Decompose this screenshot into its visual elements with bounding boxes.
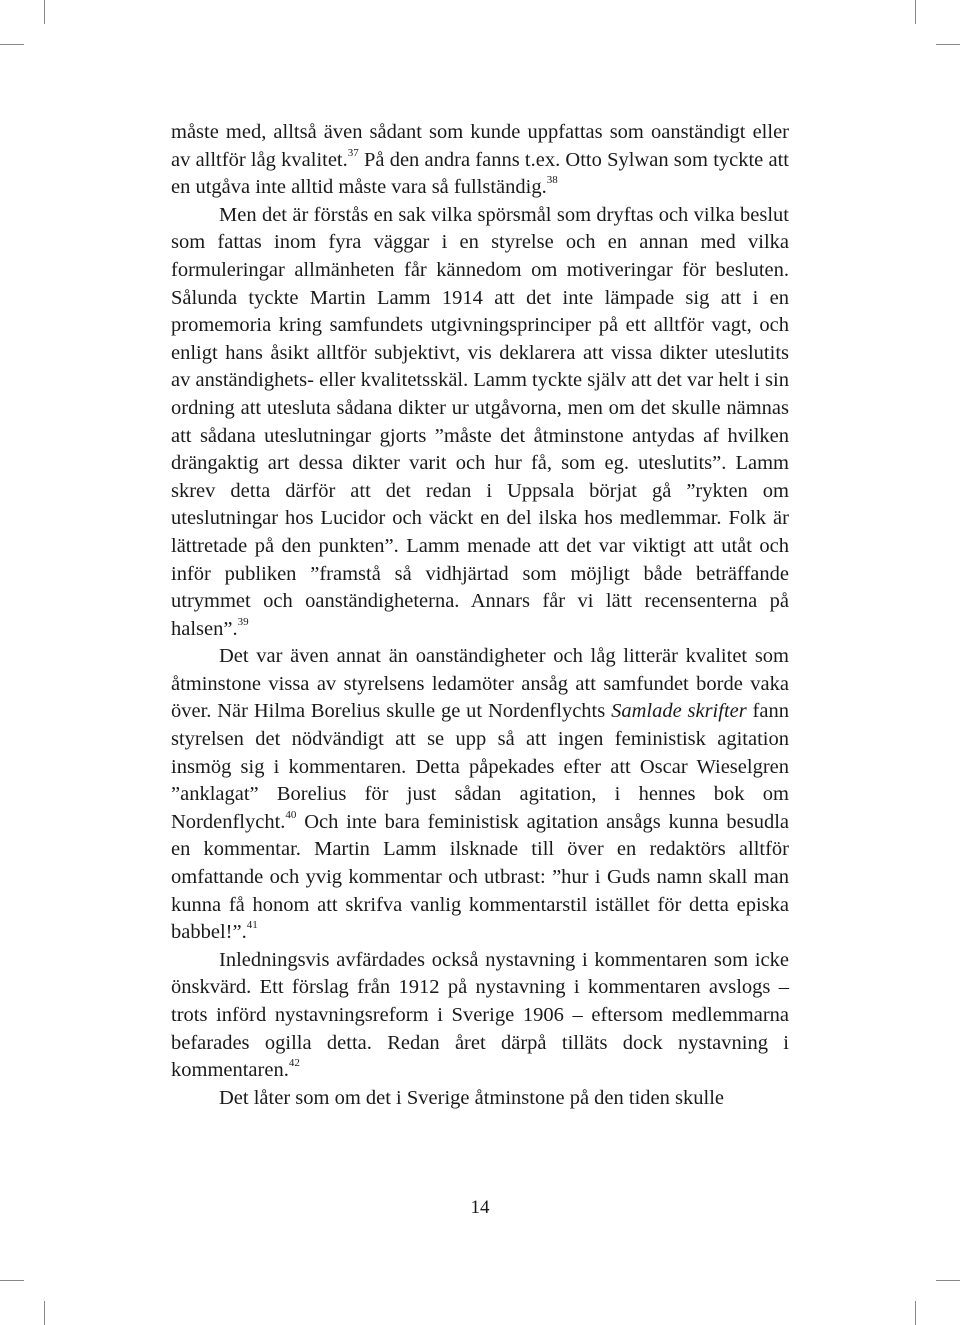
paragraph (171, 119, 789, 202)
crop-mark-bottom-left-h (0, 1280, 24, 1281)
footnote-reference: 39 (237, 615, 249, 628)
footnote-reference: 41 (246, 919, 258, 932)
text-run: Och inte bara feministisk agitation ansågs kunna besudla en kommentar. Martin Lamm ilsknade till över en redaktörs alltför omfattande och yvig kommentar och utbrast: ”hur i Guds namn skall man kunna få honom att skrifva vanlig kommentarstil istället för detta episka babbel!”. (171, 810, 789, 944)
text-run: Men det är förstås en sak vilka spörsmål som dryftas och vilka beslut som fattas inom fyra väggar i en styrelse och en annan med vilka formuleringar allmänheten får kännedom om motiveringar för besluten. Sålunda tyckte Martin Lamm 1914 att det inte lämpade sig att i en promemoria kring samfundets utgivningsprinciper på ett alltför vagt, och enligt hans åsikt alltför subjektivt, vis deklarera att vissa dikter uteslutits av anständighets- eller kvalitetsskäl. Lamm tyckte själv att det var helt i sin ordning att utesluta sådana dikter ur utgåvorna, men om det skulle nämnas att sådana uteslutningar gjorts ”måste det åtminstone antydas af hvilken drängaktig art dessa dikter varit och hur få, som eg. uteslutits”. Lamm skrev detta därför att det redan i Uppsala börjat gå ”rykten om uteslutningar hos Lucidor och väckt en del ilska hos medlemmar. Folk är lättretade på den punkten”. Lamm menade att det var viktigt att utåt och inför publiken ”framstå så vidhjärtad som möjligt både beträffande utrymmet och oanständigheterna. Annars får vi lätt recensenterna på halsen”. (171, 203, 789, 640)
text-run: Inledningsvis avfärdades också nystavning i kommentaren som icke önskvärd. Ett förslag från 1912 på nystavning i kommentaren avslogs – trots införd nystavningsreform i Sverige 1906 – eftersom medlemmarna befarades ogilla detta. Redan året därpå tilläts dock nystavning i kommentaren. (171, 948, 789, 1082)
footnote-reference: 42 (288, 1057, 300, 1070)
footnote-reference: 40 (285, 809, 297, 822)
paragraph (171, 1085, 789, 1113)
paragraph (171, 202, 789, 644)
text-run: måste med, alltså även sådant som kunde uppfattas som oanständigt eller av alltför låg kvalitet. (171, 121, 789, 171)
text-run: Det låter som om det i Sverige åtminstone på den tiden skulle (219, 1086, 724, 1109)
book-title: Samlade skrifter (611, 700, 747, 723)
text-run: fann styrelsen det nödvändigt att se upp så att ingen feministisk agitation insmög sig i kommentaren. Detta påpekades efter att Oscar Wieselgren ”anklagat” Borelius för just sådan agitation, i hennes bok om Nordenflycht. (171, 700, 789, 833)
crop-mark-top-left-v (44, 0, 45, 24)
crop-mark-top-right-v (915, 0, 916, 24)
crop-mark-bottom-right-h (936, 1280, 960, 1281)
crop-mark-bottom-left-v (44, 1301, 45, 1325)
crop-mark-top-right-h (936, 44, 960, 45)
text-run: På den andra fanns t.ex. Otto Sylwan som tyckte att en utgåva inte alltid måste vara så fullständig. (171, 148, 789, 199)
paragraph (171, 643, 789, 947)
crop-mark-bottom-right-v (915, 1301, 916, 1325)
paragraph (171, 947, 789, 1085)
text-run: Det var även annat än oanständigheter och låg litterär kvalitet som åtminstone vissa av styrelsens ledamöter ansåg att samfundet borde vaka över. När Hilma Borelius skulle ge ut Nordenflychts (171, 645, 789, 723)
footnote-reference: 37 (347, 146, 359, 159)
crop-mark-top-left-h (0, 44, 24, 45)
page-number: 14 (470, 1197, 490, 1218)
body-text (171, 119, 789, 1112)
footnote-reference: 38 (546, 174, 558, 187)
